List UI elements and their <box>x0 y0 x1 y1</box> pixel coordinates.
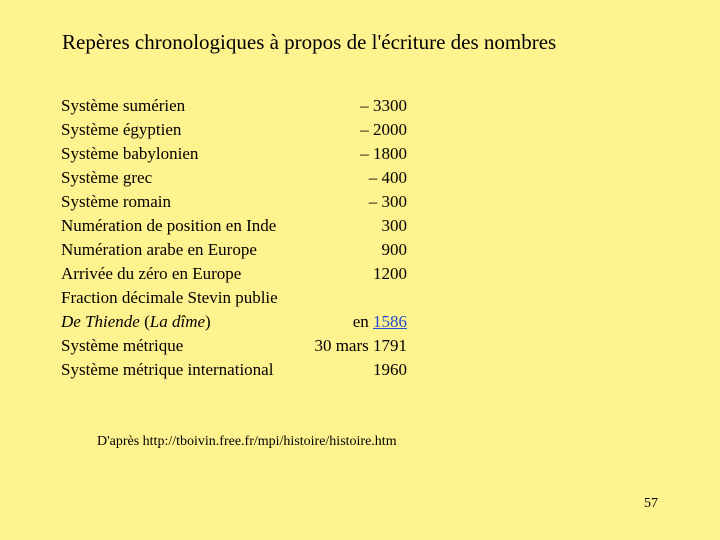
paren-close: ) <box>205 312 211 331</box>
date-prefix: en <box>352 312 373 331</box>
list-item <box>61 214 407 238</box>
list-item <box>61 286 407 310</box>
item-date: – 3300 <box>360 96 407 115</box>
item-date: – 1800 <box>360 144 407 163</box>
item-date: 1200 <box>373 264 407 283</box>
book-title: De Thiende <box>61 312 140 331</box>
list-item <box>61 238 407 262</box>
item-date: 900 <box>381 240 407 259</box>
list-item <box>61 334 407 358</box>
item-date: 30 mars 1791 <box>314 336 407 355</box>
item-date: – 2000 <box>360 120 407 139</box>
paren-open: ( <box>139 312 150 331</box>
page-number: 57 <box>644 496 658 511</box>
list-item <box>61 94 407 118</box>
item-label: Système babylonien <box>61 144 199 163</box>
list-item <box>61 142 407 166</box>
list-item <box>61 166 407 190</box>
item-label: Système égyptien <box>61 120 182 139</box>
item-label: Numération de position en Inde <box>61 216 277 235</box>
list-item <box>61 358 407 382</box>
list-item <box>61 118 407 142</box>
item-label: Système métrique international <box>61 360 274 379</box>
slide-title: Repères chronologiques à propos de l'écriture des nombres <box>62 30 557 54</box>
item-label: Système romain <box>61 192 172 211</box>
item-date: 300 <box>381 216 407 235</box>
item-date <box>353 310 407 334</box>
item-label: Système sumérien <box>61 96 186 115</box>
item-date: – 300 <box>368 192 407 211</box>
list-item <box>61 310 407 334</box>
list-item <box>61 262 407 286</box>
item-label: Système grec <box>61 168 153 187</box>
item-label: Arrivée du zéro en Europe <box>61 264 242 283</box>
book-translation: La dîme <box>149 312 206 331</box>
item-label: Fraction décimale Stevin publie <box>61 288 278 307</box>
list-item <box>61 190 407 214</box>
source-citation: D'après http://tboivin.free.fr/mpi/histoire/histoire.htm <box>97 434 397 449</box>
item-date: – 400 <box>368 168 407 187</box>
item-label <box>61 310 211 334</box>
date-link[interactable]: 1586 <box>373 312 407 331</box>
item-label: Système métrique <box>61 336 184 355</box>
item-label: Numération arabe en Europe <box>61 240 257 259</box>
item-date: 1960 <box>373 360 407 379</box>
chronology-list <box>61 94 407 382</box>
